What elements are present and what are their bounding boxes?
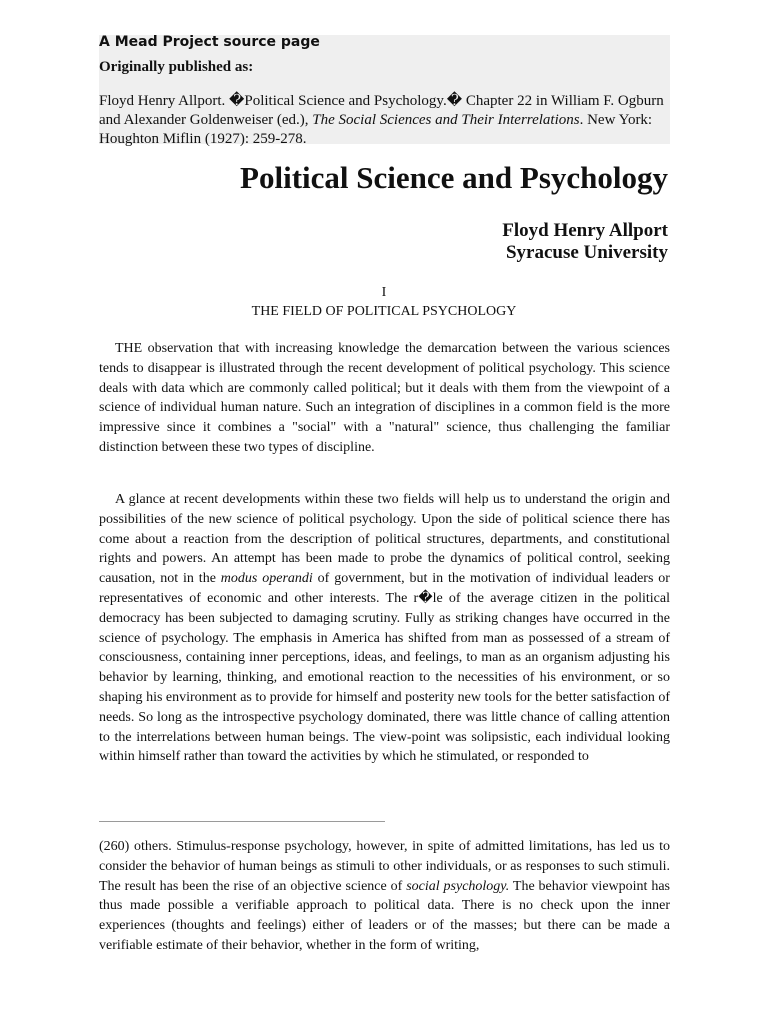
author-block [502, 220, 668, 264]
body-paragraph-3 [99, 837, 670, 956]
section-title: THE FIELD OF POLITICAL PSYCHOLOGY [251, 304, 517, 319]
author-name: Floyd Henry Allport [502, 220, 668, 241]
page-title: Political Science and Psychology [240, 160, 668, 195]
paragraph-3-text-b: The behavior viewpoint has thus made possible a verifiable approach to political data. There is no check upon the inner experiences (thoughts and feelings) either of leaders or of the masses; but there can be made a verifiable estimate of their behavior, whether in the form of writing, [99, 878, 670, 953]
paragraph-3-text-a: (260) others. Stimulus-response psychology, however, in spite of admitted limitations, has led us to consider the behavior of human beings as stimuli to other individuals, or as responses to such stimuli. The result has been the rise of an objective science of [99, 839, 670, 894]
paragraph-2-text-b: of government, but in the motivation of individual leaders or representatives of economic and other interests. The r�le of the average citizen in the political democracy has been subjected to damaging scrutiny. Fully as striking changes have occurred in the science of psychology. The emphasis in America has shifted from man as possessed of a stream of consciousness, containing inner perceptions, ideas, and feelings, to man as an organism adjusting his behavior by learning, thinking, and emotional reaction to the necessities of his environment, or so shaping his environment as to provide for himself and posterity new tools for the better satisfaction of needs. So long as the introspective psychology dominated, there was little chance of calling attention to the interrelations between human beings. The view-point was solipsistic, each individual looking within himself rather than toward the activities by which he stimulated, or responded to [99, 571, 670, 765]
paragraph-2-text-a: A glance at recent developments within these two fields will help us to understand the origin and possibilities of the new science of political psychology. Upon the side of political science there has come about a reaction from the description of political structures, departments, and constitutional rights and powers. An attempt has been made to probe the dynamics of political control, seeking causation, not in the [99, 492, 670, 587]
citation-book-title: The Social Sciences and Their Interrelations [312, 112, 580, 128]
author-affiliation: Syracuse University [505, 242, 668, 263]
originally-published-label: Originally published as: [99, 59, 254, 75]
citation-prefix: Floyd Henry Allport. �Political Science and Psychology.� Chapter 22 in William F. Ogburn and Alexander Goldenweiser (ed.), [99, 93, 664, 128]
source-page-label: A Mead Project source page [99, 34, 320, 50]
citation-suffix: . New York: Houghton Miflin (1927): 259-278. [99, 112, 653, 147]
source-header [99, 34, 670, 147]
body-paragraph-2 [99, 490, 670, 767]
page-break-rule [99, 821, 385, 822]
citation [99, 92, 665, 149]
paragraph-2-emphasis: modus operandi [220, 571, 313, 587]
body-paragraph-1: THE observation that with increasing knowledge the demarcation between the various sciences tends to disappear is illustrated through the recent development of political psychology. This science deals with data which are commonly called political; but it deals with them from the viewpoint of a science of individual human nature. Such an integration of disciplines in a common field is the more impressive since it combines a "social" with a "natural" science, thus challenging the familiar distinction between these two types of discipline. [99, 341, 670, 455]
paragraph-3-emphasis: social psychology. [406, 878, 510, 894]
section-number: I [381, 285, 387, 300]
